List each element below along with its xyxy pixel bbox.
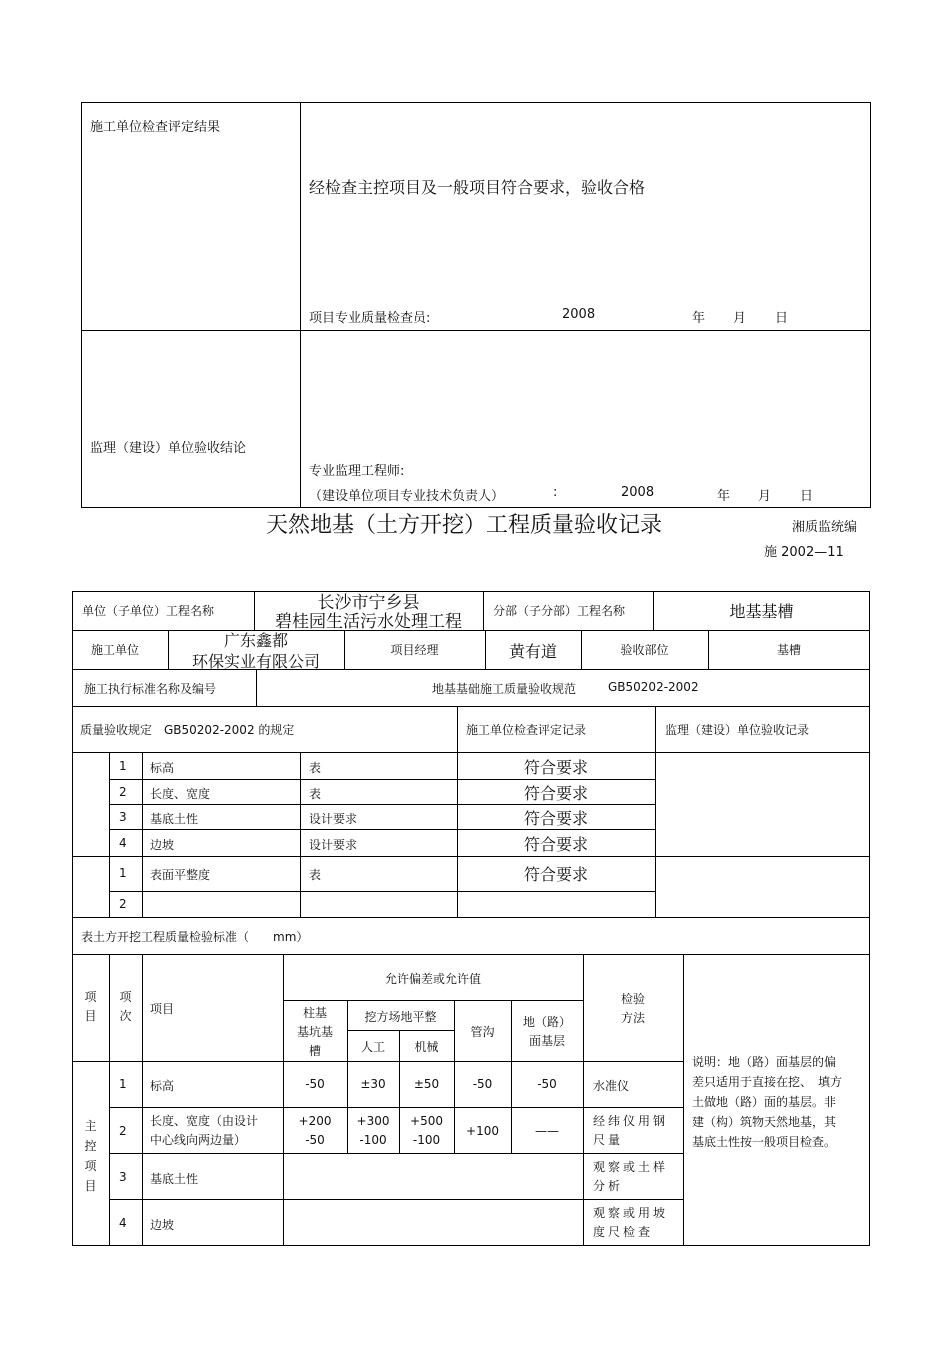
main-item-name: 边坡 <box>150 838 175 852</box>
owner-label: （建设单位项目专业技术负责人） <box>309 489 505 504</box>
row-line <box>72 1061 683 1062</box>
std-row-no: 1 <box>119 1077 127 1091</box>
std-row-method: 经纬仪用钢 尺量 <box>593 1114 669 1147</box>
std-row-machine: +500 -100 <box>410 1114 443 1147</box>
header-pit: 柱基 基坑基 槽 <box>296 1006 333 1058</box>
general-item-no: 2 <box>119 897 127 911</box>
std-row-name: 边坡 <box>150 1218 175 1232</box>
top-table-row-divider <box>81 330 871 331</box>
contractor-line1: 广东鑫都 <box>223 631 288 650</box>
header-trench: 管沟 <box>470 1025 495 1039</box>
row-line <box>72 954 870 955</box>
main-item-result: 符合要求 <box>523 758 588 777</box>
header-manual: 人工 <box>360 1040 385 1054</box>
contractor-label: 施工单位 <box>91 643 140 657</box>
contractor-line2: 环保实业有限公司 <box>191 652 320 671</box>
row-line <box>72 856 870 857</box>
unit-name-label: 单位（子单位）工程名称 <box>82 604 215 618</box>
part-value: 基槽 <box>776 643 801 657</box>
row-line <box>347 1030 454 1031</box>
sub-name-label: 分部（子分部）工程名称 <box>493 604 626 618</box>
row-line <box>72 706 870 707</box>
std-row-trench: -50 <box>472 1077 493 1091</box>
std-row-name: 长度、宽度（由设计 中心线向两边量） <box>150 1114 259 1147</box>
main-item-name: 标高 <box>150 761 175 775</box>
header-item: 项 目 <box>84 990 97 1023</box>
contractor-check-result: 经检查主控项目及一般项目符合要求，验收合格 <box>309 178 646 197</box>
main-item-req: 表 <box>309 761 322 775</box>
col-line <box>483 591 484 630</box>
inspector-ri: 日 <box>775 311 789 326</box>
std-row-name: 标高 <box>150 1079 175 1093</box>
std-row-no: 2 <box>119 1124 127 1138</box>
header-seq: 项 次 <box>119 990 132 1023</box>
row-line <box>109 779 655 780</box>
engineer-label: 专业监理工程师: <box>309 464 405 479</box>
row-line <box>109 829 655 830</box>
general-item-req: 表 <box>309 868 322 882</box>
std-row-no: 4 <box>119 1216 127 1230</box>
top-table-divider <box>300 102 301 508</box>
main-item-no: 4 <box>119 836 127 850</box>
inspector-year: 2008 <box>562 307 596 322</box>
std-row-machine: ±50 <box>413 1077 440 1091</box>
owner-colon: : <box>553 485 558 500</box>
main-item-name: 基底土性 <box>150 812 199 826</box>
std-row-road: —— <box>535 1124 559 1138</box>
form-code: 施 2002—11 <box>764 545 844 560</box>
row-line <box>72 917 870 918</box>
std-row-pit: -50 <box>305 1077 325 1091</box>
standard-value: 地基基础施工质量验收规范 <box>432 682 577 696</box>
engineer-nian: 年 <box>717 489 731 504</box>
main-item-req: 设计要求 <box>309 838 358 852</box>
row-line <box>283 1000 583 1001</box>
rule-label: 质量验收规定 GB50202-2002 的规定 <box>80 723 295 737</box>
std-row-no: 3 <box>119 1170 127 1184</box>
general-item-result: 符合要求 <box>523 865 588 884</box>
unit-name-line2: 碧桂园生活污水处理工程 <box>275 612 462 632</box>
supervisor-conclusion-label: 监理（建设）单位验收结论 <box>90 441 247 456</box>
col-line <box>300 752 301 917</box>
engineer-year: 2008 <box>621 485 655 500</box>
supervisor-record-label: 监理（建设）单位验收记录 <box>665 723 810 737</box>
sub-name-value: 地基基槽 <box>729 602 794 621</box>
standard-code: GB50202-2002 <box>608 680 699 694</box>
header-machine: 机械 <box>414 1040 439 1054</box>
standard-label: 施工执行标准名称及编号 <box>84 682 217 696</box>
inspector-label: 项目专业质量检查员: <box>309 311 431 326</box>
row-line <box>109 804 655 805</box>
group-label-main-control: 主 控 项 目 <box>84 1119 97 1193</box>
header-method: 检验 方法 <box>620 992 645 1025</box>
main-item-no: 1 <box>119 759 127 773</box>
engineer-ri: 日 <box>800 489 814 504</box>
row-line <box>109 891 655 892</box>
contractor-record-label: 施工单位检查评定记录 <box>466 723 587 737</box>
col-line <box>256 669 257 706</box>
row-line <box>72 752 870 753</box>
col-line <box>142 752 143 917</box>
part-label: 验收部位 <box>620 643 669 657</box>
unit-name-line1: 长沙市宁乡县 <box>317 593 420 613</box>
main-item-req: 设计要求 <box>309 812 358 826</box>
std-row-pit: +200 -50 <box>298 1114 332 1147</box>
col-line <box>109 752 110 917</box>
main-item-result: 符合要求 <box>523 784 588 803</box>
header-road: 地（路） 面基层 <box>522 1015 571 1048</box>
main-item-result: 符合要求 <box>523 835 588 854</box>
engineer-yue: 月 <box>758 489 772 504</box>
inspector-nian: 年 <box>692 311 706 326</box>
main-item-no: 3 <box>119 810 127 824</box>
main-item-req: 表 <box>309 787 322 801</box>
col-line <box>283 954 284 1246</box>
row-line <box>109 1107 683 1108</box>
row-line <box>109 1199 683 1200</box>
header-allowance: 允许偏差或允许值 <box>384 972 481 986</box>
main-item-name: 长度、宽度 <box>150 787 211 801</box>
col-line <box>655 706 656 917</box>
standard-table-title: 表土方开挖工程质量检验标准（ mm） <box>81 930 309 944</box>
header-name: 项目 <box>150 1002 175 1016</box>
std-row-manual: ±30 <box>360 1077 386 1091</box>
col-line <box>142 954 143 1246</box>
inspector-yue: 月 <box>733 311 747 326</box>
note-text: 说明：地（路）面基层的偏 差只适用于直接在挖、 填方 土做地（路）面的基层。非 建（构）筑物天然地基，其 基底土性按一般项目检查。 <box>692 1055 843 1149</box>
main-item-no: 2 <box>119 785 127 799</box>
header-site: 挖方场地平整 <box>364 1010 437 1024</box>
std-row-method: 观察或用坡 度尺检查 <box>593 1206 669 1239</box>
publisher: 湘质监统编 <box>792 520 858 535</box>
general-item-name: 表面平整度 <box>150 868 211 882</box>
std-row-road: -50 <box>537 1077 557 1091</box>
main-item-result: 符合要求 <box>523 809 588 828</box>
pm-label: 项目经理 <box>390 643 439 657</box>
std-row-manual: +300 -100 <box>356 1114 390 1147</box>
std-row-trench: +100 <box>466 1124 499 1138</box>
contractor-check-label: 施工单位检查评定结果 <box>90 120 221 135</box>
page-title: 天然地基（土方开挖）工程质量验收记录 <box>266 513 663 538</box>
general-item-no: 1 <box>119 866 127 880</box>
std-row-method: 观察或土样 分析 <box>593 1160 669 1193</box>
std-row-method: 水准仪 <box>593 1079 630 1093</box>
col-line <box>683 954 684 1246</box>
std-row-name: 基底土性 <box>150 1172 199 1186</box>
row-line <box>109 1153 683 1154</box>
pm-value: 黄有道 <box>508 642 557 661</box>
